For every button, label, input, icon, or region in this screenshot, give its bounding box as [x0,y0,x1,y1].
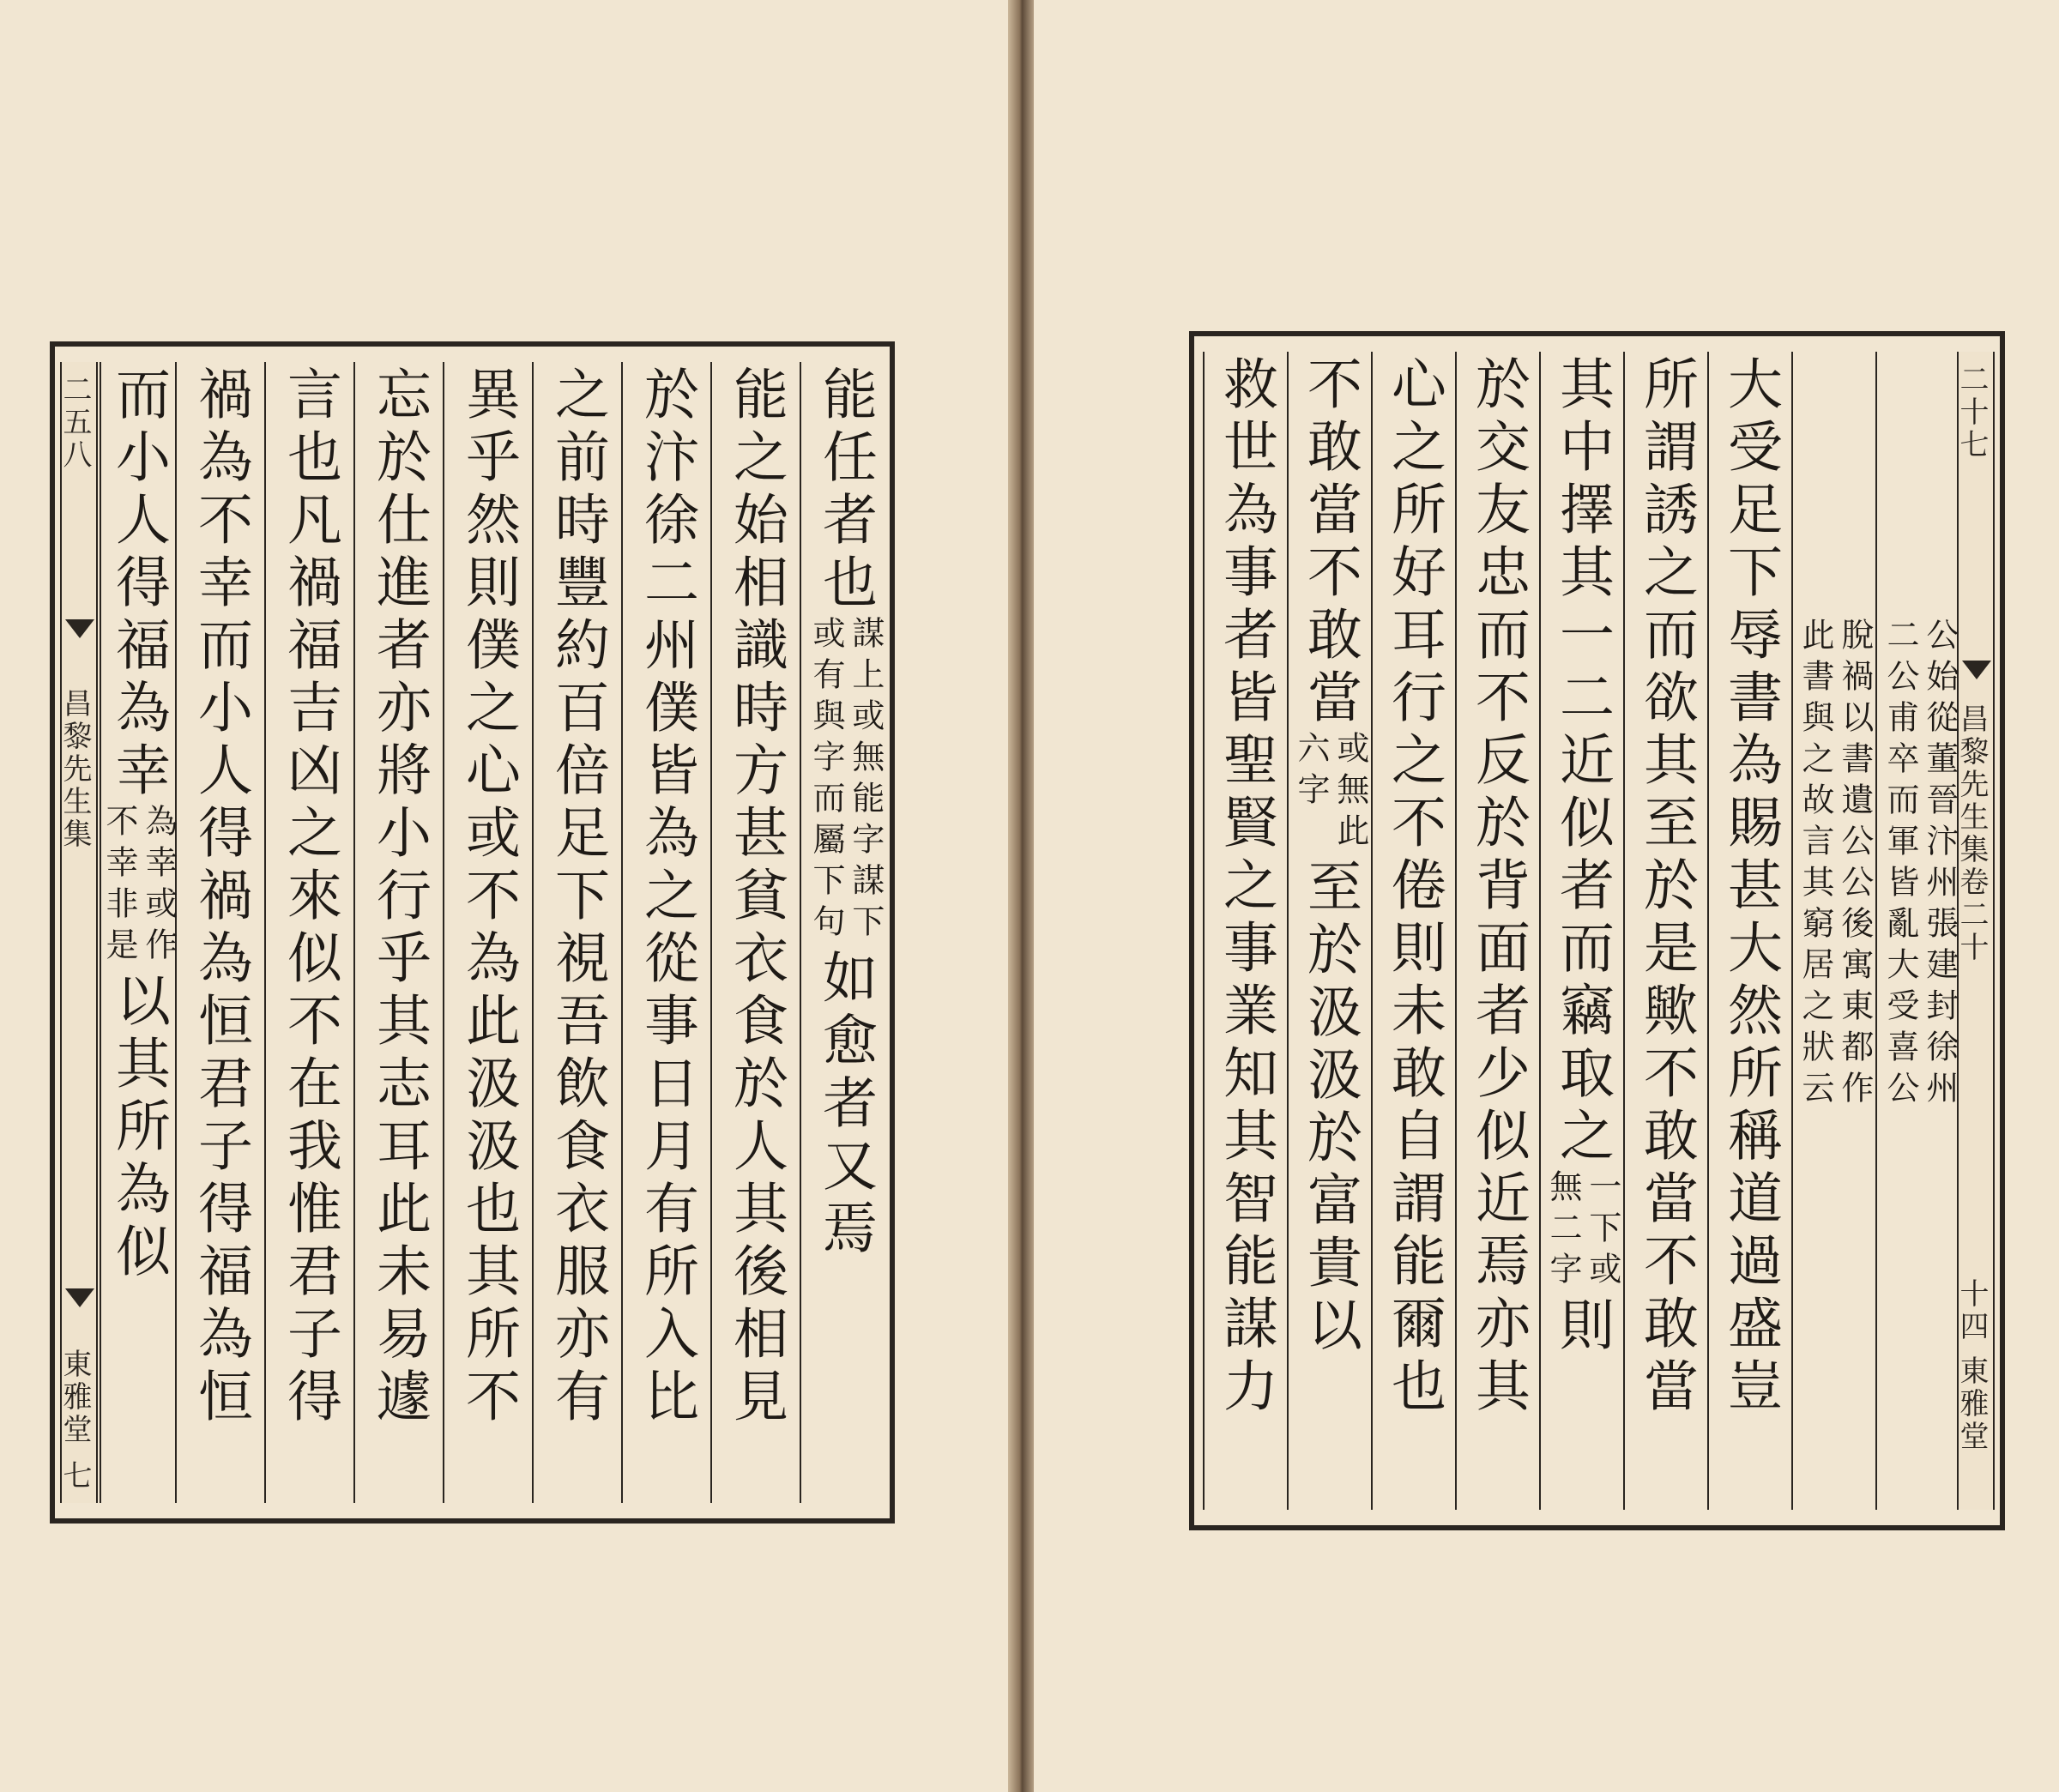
annotation-left: 此書與之故言其窮居之狀云 [1796,618,1834,1112]
column-main-text: 能任者也 [813,365,877,616]
left-margin-strip [57,362,98,1503]
book-gutter [1008,0,1034,1792]
right-leaf-mark: 十四 [1954,1278,1989,1343]
column-main-text: 異乎然則僕之心或不為此汲汲也其所不 [456,365,520,1430]
annotation-right: 謀上或 [846,616,885,739]
right-page [1034,0,2059,1792]
text-column [800,362,889,1503]
fish-tail-ornament [65,1288,94,1307]
left-page-number: 二五八 [57,374,92,472]
column-main-text: 救世為事者皆聖賢之事業知其智能謀力 [1214,355,1277,1420]
annotation-right: 或無此 [1331,731,1369,854]
text-column [1539,352,1623,1510]
text-column [1287,352,1371,1510]
column-main-text: 於交友忠而不反於背面者少似近焉亦其 [1466,355,1530,1420]
text-column [353,362,443,1503]
annotation-left: 不幸非是 [100,804,138,968]
column-main-text: 以其所為似 [106,972,170,1285]
right-margin-strip [1954,352,1995,1510]
annotation-left: 無二字 [1544,1169,1582,1293]
left-text-frame [50,341,895,1524]
column-main-text: 言也凡禍福吉凶之來似不在我惟君子得 [278,365,341,1430]
column-main-text: 心之所好耳行之不倦則未敢自謂能爾也 [1382,355,1446,1420]
column-main-text: 之前時豐約百倍足下視吾飲食衣服亦有 [546,365,609,1430]
text-column [1371,352,1455,1510]
annotation-block [1545,1169,1619,1293]
column-main-text: 不敢當不敢當 [1298,355,1362,731]
right-book-title: 昌黎先生集卷二十 [1954,703,1989,964]
annotation-block [807,863,885,945]
left-publisher: 東雅堂 [57,1349,92,1446]
text-column [1203,352,1287,1510]
text-column [175,362,264,1503]
annotation-right: 無能字 [846,739,885,863]
annotation-left: 六字 [1292,731,1330,813]
fish-tail-ornament [65,619,94,638]
annotation-right: 公始從董晉汴州張建封徐州 [1920,618,1959,1112]
right-page-number: 二十七 [1954,364,1989,462]
text-column [100,362,178,1503]
annotation-left: 二公甫卒而軍皆亂大受喜公 [1881,618,1919,1112]
fish-tail-ornament [1962,661,1991,679]
column-main-text: 忘於仕進者亦將小行乎其志耳此未易遽 [367,365,431,1430]
left-page [0,0,1008,1792]
text-column [621,362,710,1503]
annotation-block [1881,618,1959,1112]
column-main-text: 所謂誘之而欲其至於是歟不敢當不敢當 [1634,355,1698,1420]
column-main-text: 能之始相識時方甚貧衣食於人其後相見 [724,365,788,1430]
text-column [1623,352,1707,1510]
annotation-right: 謀下 [846,863,885,945]
left-leaf-mark: 七 [57,1460,92,1493]
column-main-text: 則 [1550,1296,1614,1359]
text-column [1791,352,1875,1510]
column-main-text: 禍為不幸而小人得禍為恒君子得福為恒 [189,365,252,1430]
column-main-text: 大受足下辱書為賜甚大然所稱道過盛豈 [1718,355,1782,1420]
annotation-right: 一下或 [1583,1169,1621,1293]
annotation-left: 下句 [807,863,845,945]
text-column [1707,352,1791,1510]
annotation-left: 或有與 [807,616,845,739]
text-column [532,362,621,1503]
annotation-left: 字而屬 [807,739,845,863]
right-text-frame [1189,331,2005,1530]
annotation-block [1293,731,1367,854]
column-main-text: 而小人得福為幸 [106,365,170,804]
text-column [443,362,532,1503]
right-publisher: 東雅堂 [1954,1355,1989,1453]
column-main-text: 至於汲汲於富貴以 [1298,858,1362,1359]
annotation-block [807,739,885,863]
annotation-block [807,616,885,739]
column-main-text: 於汴徐二州僕皆為之從事日月有所入比 [635,365,698,1430]
left-book-title: 昌黎先生集 [57,688,92,851]
text-column [1455,352,1539,1510]
annotation-block [100,804,178,968]
text-column [264,362,353,1503]
text-column [710,362,800,1503]
column-main-text: 其中擇其一二近似者而竊取之 [1550,355,1614,1169]
annotation-right: 脫禍以書遺公公後寓東都作 [1835,618,1874,1112]
annotation-block [1796,618,1874,1112]
text-column [1875,352,1961,1510]
column-main-text: 如愈者又焉 [813,949,877,1262]
annotation-right: 為幸或作 [139,804,178,968]
